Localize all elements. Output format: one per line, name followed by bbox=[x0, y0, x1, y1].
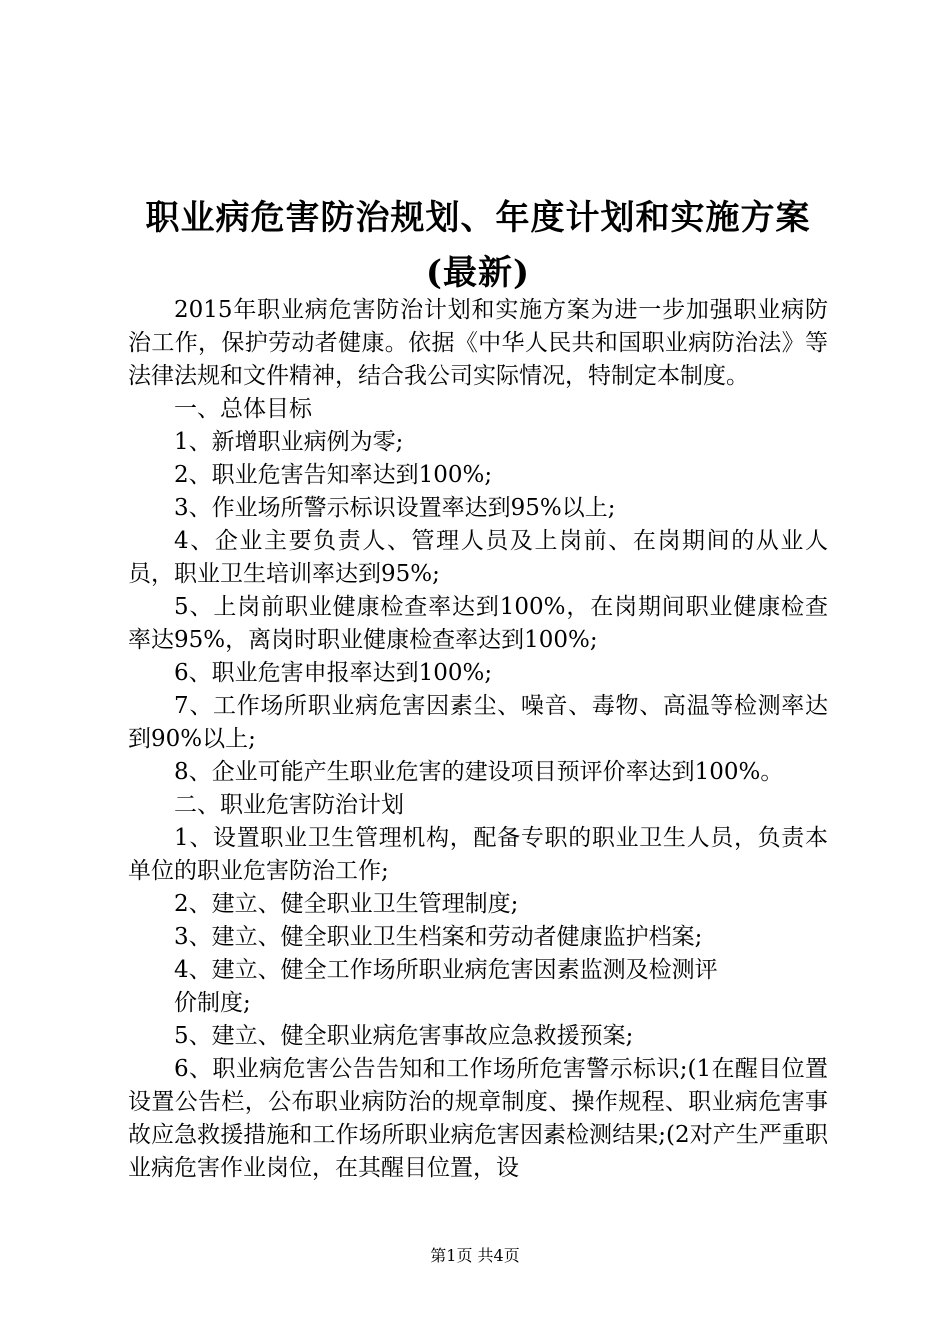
list-item: 7、工作场所职业病危害因素尘、噪音、毒物、高温等检测率达到90%以上; bbox=[128, 693, 828, 752]
list-item: 6、职业病危害公告告知和工作场所危害警示标识;(1在醒目位置设置公告栏，公布职业病防治的规章制度、操作规程、职业病危害事故应急救援措施和工作场所职业病危害因素检测结果;(2对产生严重职业病危害作业岗位，在其醒目位置，设 bbox=[128, 1056, 828, 1181]
document-subtitle: (最新) bbox=[425, 253, 531, 293]
list-item: 1、新增职业病例为零; bbox=[174, 429, 404, 455]
list-item: 6、职业危害申报率达到100%; bbox=[174, 660, 493, 686]
list-item: 3、作业场所警示标识设置率达到95%以上; bbox=[174, 495, 616, 521]
document-body bbox=[128, 294, 828, 1185]
page-footer: 第1页 共4页 bbox=[430, 1246, 520, 1265]
section-heading: 二、职业危害防治计划 bbox=[174, 792, 404, 818]
list-item: 1、设置职业卫生管理机构，配备专职的职业卫生人员，负责本单位的职业危害防治工作; bbox=[128, 825, 828, 884]
section-heading: 一、总体目标 bbox=[174, 396, 312, 422]
list-item: 5、上岗前职业健康检查率达到100%，在岗期间职业健康检查率达95%，离岗时职业健康检查率达到100%; bbox=[128, 594, 828, 653]
list-item: 4、企业主要负责人、管理人员及上岗前、在岗期间的从业人员，职业卫生培训率达到95%; bbox=[128, 528, 828, 587]
list-item: 3、建立、健全职业卫生档案和劳动者健康监护档案; bbox=[174, 924, 703, 950]
list-item: 2、职业危害告知率达到100%; bbox=[174, 462, 493, 488]
list-item: 2、建立、健全职业卫生管理制度; bbox=[174, 891, 519, 917]
list-item: 8、企业可能产生职业危害的建设项目预评价率达到100%。 bbox=[174, 759, 784, 785]
list-item-continuation: 价制度; bbox=[174, 990, 251, 1016]
list-item: 5、建立、健全职业病危害事故应急救援预案; bbox=[174, 1023, 634, 1049]
list-item: 4、建立、健全工作场所职业病危害因素监测及检测评 bbox=[174, 957, 718, 983]
document-title: 职业病危害防治规划、年度计划和实施方案 bbox=[145, 198, 811, 238]
intro-paragraph: 2015年职业病危害防治计划和实施方案为进一步加强职业病防治工作，保护劳动者健康。依据《中华人民共和国职业病防治法》等法律法规和文件精神，结合我公司实际情况，特制定本制度。 bbox=[128, 297, 828, 389]
